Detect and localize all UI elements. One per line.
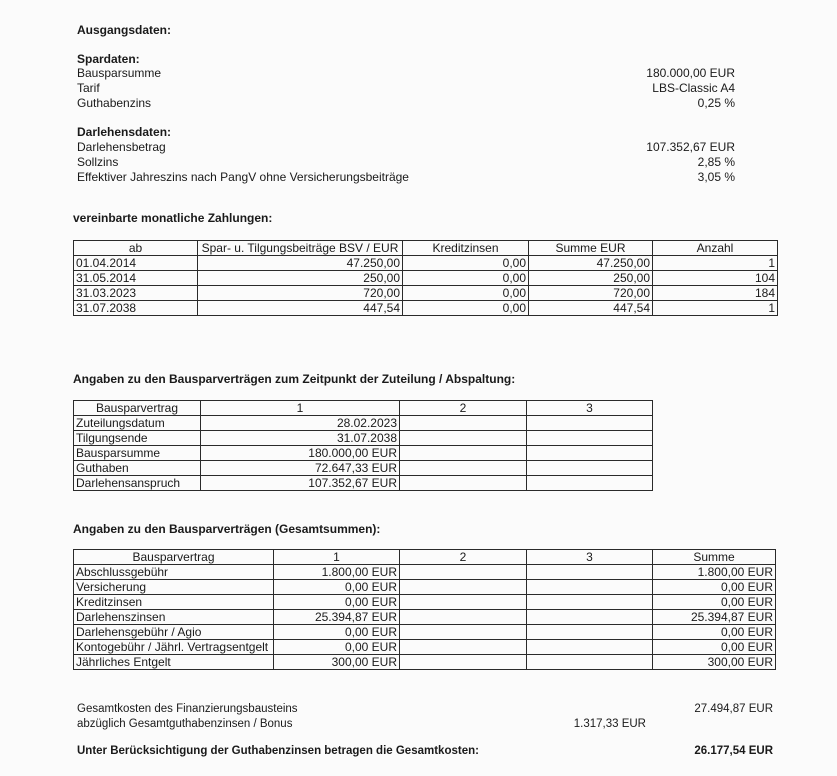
column-header: 3 [527, 550, 653, 565]
cell-value: 720,00 [529, 286, 653, 301]
label-effektiver-jahreszins: Effektiver Jahreszins nach PangV ohne Versicherungsbeiträge [77, 170, 409, 184]
cell-value [527, 416, 653, 431]
column-header: Summe EUR [529, 241, 653, 256]
cell-value: 0,00 EUR [274, 640, 400, 655]
table-row [74, 595, 776, 610]
column-header: Kreditzinsen [403, 241, 529, 256]
cell-value [527, 655, 653, 670]
table-row [74, 655, 776, 670]
cell-value: 1 [653, 301, 778, 316]
cell-value: 447,54 [198, 301, 403, 316]
table-row [74, 476, 653, 491]
value-gesamtkosten: 27.494,87 EUR [694, 703, 773, 715]
cell-value: 184 [653, 286, 778, 301]
label-darlehensbetrag: Darlehensbetrag [77, 140, 166, 154]
value-darlehensbetrag: 107.352,67 EUR [646, 140, 735, 154]
column-header: 2 [400, 401, 527, 416]
cell-value [400, 580, 527, 595]
cell-label: Kontogebühr / Jährl. Vertragsentgelt [74, 640, 274, 655]
cell-value: 180.000,00 EUR [201, 446, 400, 461]
table-row [74, 461, 653, 476]
cell-date: 31.05.2014 [74, 271, 198, 286]
cell-value: 47.250,00 [529, 256, 653, 271]
cell-value [400, 655, 527, 670]
column-header: 2 [400, 550, 527, 565]
value-tarif: LBS-Classic A4 [652, 81, 735, 95]
table-row [74, 640, 776, 655]
cell-value: 250,00 [529, 271, 653, 286]
cell-label: Tilgungsende [74, 431, 201, 446]
column-header: Bausparvertrag [74, 550, 274, 565]
cell-value: 0,00 [403, 271, 529, 286]
value-effektiver-jahreszins: 3,05 % [697, 170, 735, 184]
cell-value [527, 565, 653, 580]
cell-label: Bausparsumme [74, 446, 201, 461]
cell-value: 0,00 [403, 286, 529, 301]
totals-table [73, 549, 776, 670]
cell-value [400, 476, 527, 491]
label-bausparsumme: Bausparsumme [77, 66, 162, 80]
cell-value: 31.07.2038 [201, 431, 400, 446]
table-row [74, 301, 778, 316]
cell-sum: 0,00 EUR [653, 595, 776, 610]
table-row [74, 446, 653, 461]
cell-date: 01.04.2014 [74, 256, 198, 271]
cell-value: 0,00 EUR [274, 580, 400, 595]
column-header: ab [74, 241, 198, 256]
cell-value [400, 610, 527, 625]
cell-value: 720,00 [198, 286, 403, 301]
cell-value: 25.394,87 EUR [274, 610, 400, 625]
cell-label: Darlehenszinsen [74, 610, 274, 625]
cell-value: 250,00 [198, 271, 403, 286]
cell-sum: 0,00 EUR [653, 625, 776, 640]
subheading-darlehensdaten: Darlehensdaten: [77, 125, 172, 139]
table-row [74, 431, 653, 446]
cell-value: 447,54 [529, 301, 653, 316]
cell-label: Abschlussgebühr [74, 565, 274, 580]
subheading-spardaten: Spardaten: [77, 52, 140, 66]
table-row [74, 580, 776, 595]
value-bausparsumme: 180.000,00 EUR [646, 66, 735, 80]
label-gesamtkosten: Gesamtkosten des Finanzierungsbausteins [77, 703, 298, 715]
cell-value: 0,00 EUR [274, 595, 400, 610]
cell-value [527, 625, 653, 640]
section-heading-zuteilung: Angaben zu den Bausparverträgen zum Zeitpunkt der Zuteilung / Abspaltung: [73, 372, 516, 386]
value-abzueglich-guthabenzinsen: 1.317,33 EUR [573, 718, 646, 730]
table-header-row [74, 241, 778, 256]
cell-value [400, 461, 527, 476]
cell-value [400, 431, 527, 446]
cell-value [400, 565, 527, 580]
table-row [74, 625, 776, 640]
section-heading-ausgangsdaten: Ausgangsdaten: [77, 23, 172, 37]
cell-value: 300,00 EUR [274, 655, 400, 670]
column-header: 1 [274, 550, 400, 565]
label-guthabenzins: Guthabenzins [77, 96, 152, 110]
cell-value [527, 595, 653, 610]
cell-value: 104 [653, 271, 778, 286]
cell-value: 0,00 [403, 256, 529, 271]
table-header-row [74, 550, 776, 565]
cell-value: 1.800,00 EUR [274, 565, 400, 580]
section-heading-gesamtsummen: Angaben zu den Bausparverträgen (Gesamtsummen): [73, 522, 381, 536]
label-abzueglich-guthabenzinsen: abzüglich Gesamtguthabenzinsen / Bonus [77, 718, 293, 730]
cell-value [527, 461, 653, 476]
table-row [74, 416, 653, 431]
column-header: 3 [527, 401, 653, 416]
cell-label: Versicherung [74, 580, 274, 595]
cell-label: Jährliches Entgelt [74, 655, 274, 670]
value-guthabenzins: 0,25 % [697, 96, 735, 110]
cell-value: 0,00 [403, 301, 529, 316]
column-header: 1 [201, 401, 400, 416]
cell-value: 1 [653, 256, 778, 271]
cell-value [527, 640, 653, 655]
cell-value: 0,00 EUR [274, 625, 400, 640]
cell-label: Guthaben [74, 461, 201, 476]
cell-value: 107.352,67 EUR [201, 476, 400, 491]
cell-date: 31.03.2023 [74, 286, 198, 301]
cell-value [527, 446, 653, 461]
cell-value [527, 580, 653, 595]
cell-value: 28.02.2023 [201, 416, 400, 431]
cell-label: Zuteilungsdatum [74, 416, 201, 431]
cell-value [527, 610, 653, 625]
label-gesamtkosten-final: Unter Berücksichtigung der Guthabenzinsen betragen die Gesamtkosten: [77, 745, 479, 757]
table-row [74, 565, 776, 580]
value-sollzins: 2,85 % [697, 155, 735, 169]
cell-label: Darlehensgebühr / Agio [74, 625, 274, 640]
cell-sum: 0,00 EUR [653, 580, 776, 595]
section-heading-zahlungen: vereinbarte monatliche Zahlungen: [73, 211, 273, 225]
table-row [74, 610, 776, 625]
table-row [74, 286, 778, 301]
cell-value: 72.647,33 EUR [201, 461, 400, 476]
cell-value [400, 595, 527, 610]
table-header-row [74, 401, 653, 416]
cell-value [400, 625, 527, 640]
value-gesamtkosten-final: 26.177,54 EUR [694, 745, 773, 757]
cell-label: Darlehensanspruch [74, 476, 201, 491]
cell-sum: 25.394,87 EUR [653, 610, 776, 625]
column-header: Bausparvertrag [74, 401, 201, 416]
cell-label: Kreditzinsen [74, 595, 274, 610]
cell-sum: 300,00 EUR [653, 655, 776, 670]
cell-value [527, 431, 653, 446]
table-row [74, 271, 778, 286]
column-header: Summe [653, 550, 776, 565]
cell-sum: 0,00 EUR [653, 640, 776, 655]
cell-value [400, 416, 527, 431]
column-header: Spar- u. Tilgungsbeiträge BSV / EUR [198, 241, 403, 256]
cell-sum: 1.800,00 EUR [653, 565, 776, 580]
cell-value [400, 640, 527, 655]
payments-table [73, 240, 778, 316]
cell-date: 31.07.2038 [74, 301, 198, 316]
cell-value [527, 476, 653, 491]
label-tarif: Tarif [77, 81, 100, 95]
allocation-table [73, 400, 653, 491]
cell-value: 47.250,00 [198, 256, 403, 271]
cell-value [400, 446, 527, 461]
column-header: Anzahl [653, 241, 778, 256]
table-row [74, 256, 778, 271]
label-sollzins: Sollzins [77, 155, 119, 169]
